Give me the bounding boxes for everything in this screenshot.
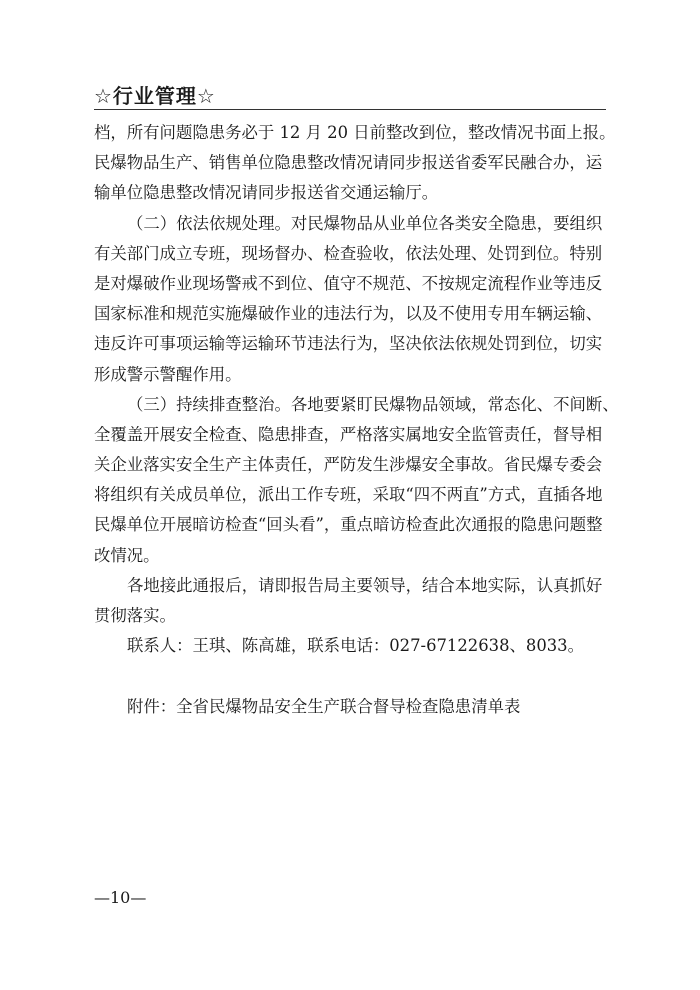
text-line: 国家标准和规范实施爆破作业的违法行为，以及不使用专用车辆运输、 xyxy=(94,304,603,324)
text-line: 民爆物品生产、销售单位隐患整改情况请同步报送省委军民融合办，运 xyxy=(94,153,603,173)
text-line: 有关部门成立专班，现场督办、检查验收，依法处理、处罚到位。特别 xyxy=(94,243,603,263)
text-line: 关企业落实安全生产主体责任，严防发生涉爆安全事故。省民爆专委会 xyxy=(94,455,603,475)
text-line: 档，所有问题隐患务必于 12 月 20 日前整改到位，整改情况书面上报。 xyxy=(94,123,616,142)
text-line: 将组织有关成员单位，派出工作专班，采取“四不两直”方式，直插各地 xyxy=(94,485,603,505)
text-line: 形成警示警醒作用。 xyxy=(94,364,242,384)
text-line: （二）依法依规处理。对民爆物品从业单位各类安全隐患，要组织 xyxy=(127,213,603,233)
text-line: 违反许可事项运输等运输环节违法行为，坚决依法依规处罚到位，切实 xyxy=(94,334,603,354)
document-body xyxy=(94,118,619,722)
text-line: （三）持续排查整治。各地要紧盯民爆物品领域，常态化、不间断、 xyxy=(127,394,619,414)
attachment-line: 附件：全省民爆物品安全生产联合督导检查隐患清单表 xyxy=(127,696,521,716)
text-line: 改情况。 xyxy=(94,545,160,565)
paragraph-legal-handling xyxy=(94,209,614,390)
text-line: 是对爆破作业现场警戒不到位、值守不规范、不按规定流程作业等违反 xyxy=(94,273,603,293)
contact-line: 联系人：王琪、陈高雄，联系电话：027-67122638、8033。 xyxy=(127,636,584,656)
text-line: 民爆单位开展暗访检查“回头看”，重点暗访检查此次通报的隐患问题整 xyxy=(94,515,603,535)
text-line: 输单位隐患整改情况请同步报送省交通运输厅。 xyxy=(94,183,439,203)
text-line: 贯彻落实。 xyxy=(94,606,176,625)
page-number: —10— xyxy=(94,888,147,907)
paragraph-continuous-inspection xyxy=(94,390,619,571)
section-header-title: ☆行业管理☆ xyxy=(94,84,216,108)
text-line: 各地接此通报后，请即报告局主要领导，结合本地实际，认真抓好 xyxy=(127,575,603,595)
blank-line xyxy=(94,661,614,691)
paragraph-continuation xyxy=(94,118,614,209)
header-divider xyxy=(94,109,606,110)
paragraph-closing xyxy=(94,571,614,631)
text-line: 全覆盖开展安全检查、隐患排查，严格落实属地安全监管责任，督导相 xyxy=(94,424,603,444)
